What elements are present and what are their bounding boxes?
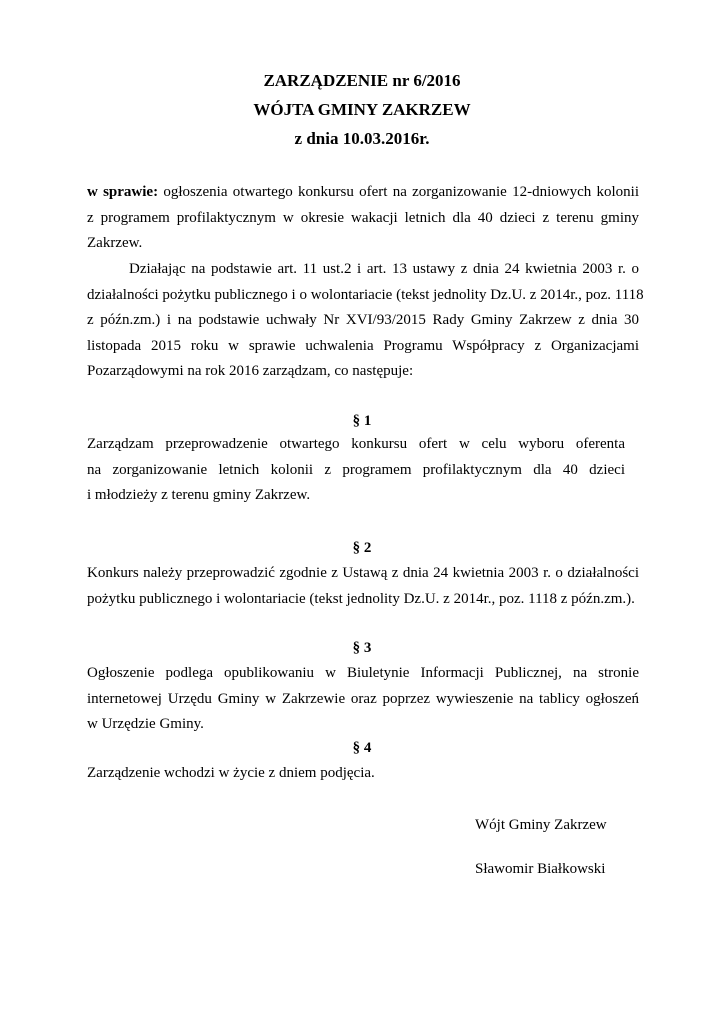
document-header: [0, 66, 724, 153]
section-line: pożytku publicznego i wolontariacie (tekst jednolity Dz.U. z 2014r., poz. 1118 z późn.zm.).: [87, 590, 635, 607]
preamble-line: działalności pożytku publicznego i o wolontariacie (tekst jednolity Dz.U. z 2014r., poz. 1118: [87, 286, 644, 303]
signatory-title: Wójt Gminy Zakrzew: [475, 817, 607, 833]
section-line: Ogłoszenie podlega opublikowaniu w Biuletynie Informacji Publicznej, na stronie: [87, 665, 639, 681]
preamble-line: listopada 2015 roku w sprawie uchwalenia Programu Współpracy z Organizacjami: [87, 337, 639, 354]
section-2-heading: § 2: [352, 540, 372, 556]
section-line: Konkurs należy przeprowadzić zgodnie z Ustawą z dnia 24 kwietnia 2003 r. o działalności: [87, 565, 639, 581]
section-line: Zarządzenie wchodzi w życie z dniem podjęcia.: [87, 765, 375, 781]
preamble-paragraph: [87, 257, 644, 385]
section-line: Zarządzam przeprowadzenie otwartego konkursu ofert w celu wyboru oferenta: [87, 436, 625, 452]
subject-line: z programem profilaktycznym w okresie wakacji letnich dla 40 dzieci z terenu gminy: [87, 209, 639, 226]
subject-label: w sprawie:: [87, 184, 159, 200]
preamble-line: Pozarządowymi na rok 2016 zarządzam, co następuje:: [87, 363, 414, 379]
signatory-name: Sławomir Białkowski: [475, 861, 606, 877]
section-2-body: [87, 561, 639, 612]
section-line: i młodzieży z terenu gminy Zakrzew.: [87, 487, 311, 503]
subject-line: Zakrzew.: [87, 235, 143, 251]
section-1-body: [87, 432, 625, 509]
section-4-heading: § 4: [352, 740, 372, 756]
section-3-body: [87, 661, 639, 738]
section-line: w Urzędzie Gminy.: [87, 716, 204, 732]
subject-paragraph: [87, 180, 639, 257]
section-3-heading: § 3: [352, 640, 372, 656]
section-4-body: [87, 761, 639, 787]
preamble-line: Działając na podstawie art. 11 ust.2 i art. 13 ustawy z dnia 24 kwietnia 2003 r. o: [129, 261, 639, 277]
issuing-authority: WÓJTA GMINY ZAKRZEW: [253, 100, 471, 119]
section-line: na zorganizowanie letnich kolonii z programem profilaktycznym dla 40 dzieci: [87, 461, 625, 478]
section-line: internetowej Urzędu Gminy w Zakrzewie oraz poprzez wywieszenie na tablicy ogłoszeń: [87, 690, 639, 707]
subject-line: w sprawie: ogłoszenia otwartego konkursu ofert na zorganizowanie 12-dniowych kolonii: [87, 184, 639, 200]
ordinance-date: z dnia 10.03.2016r.: [294, 129, 430, 148]
preamble-line: z późn.zm.) i na podstawie uchwały Nr XVI/93/2015 Rady Gminy Zakrzew z dnia 30: [87, 312, 639, 328]
section-1-heading: § 1: [352, 413, 372, 429]
ordinance-number: ZARZĄDZENIE nr 6/2016: [263, 71, 461, 90]
